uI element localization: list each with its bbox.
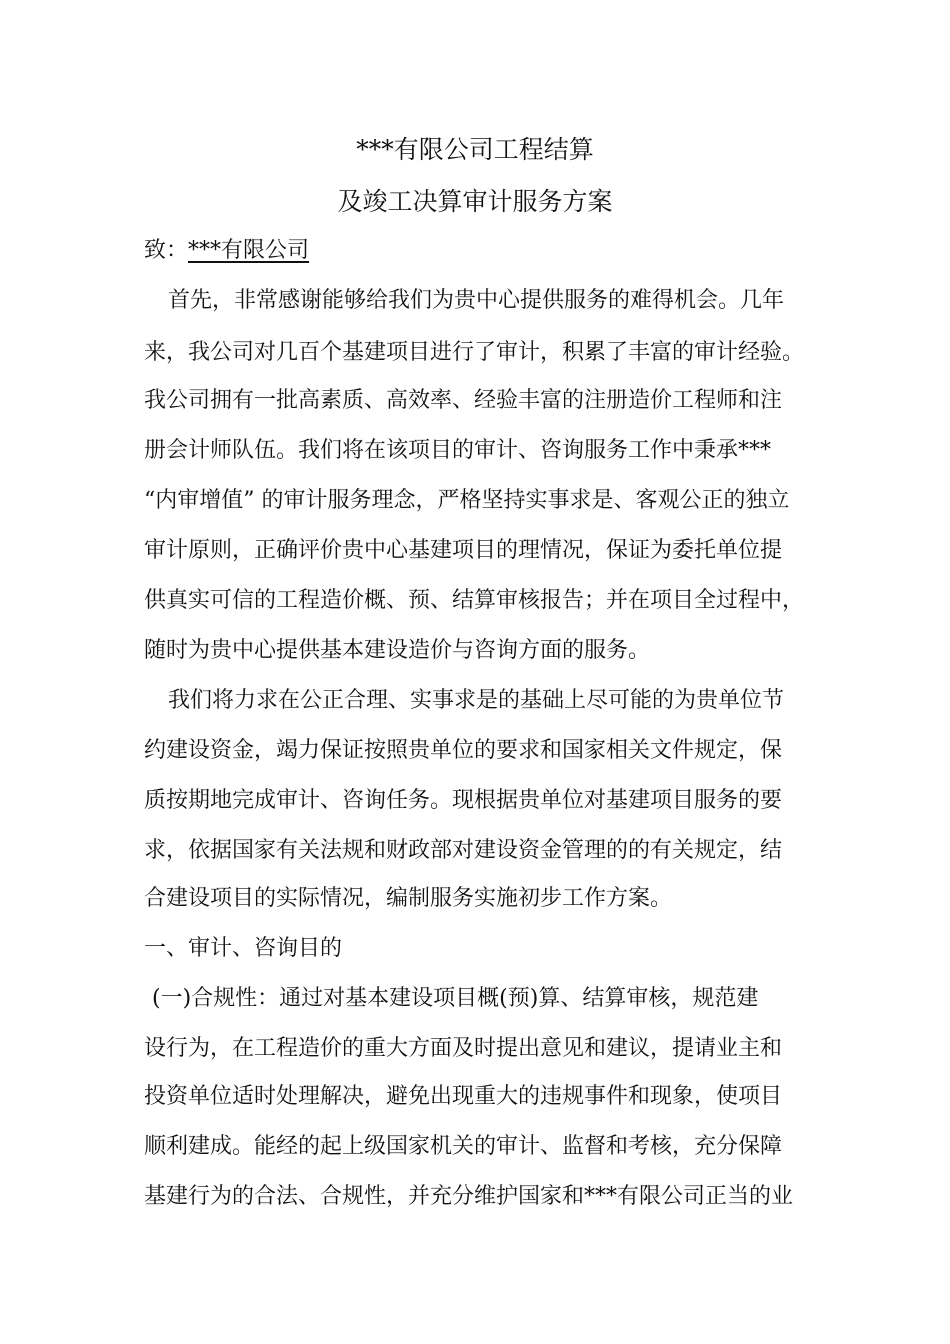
recipient-label: 致： [144,238,189,263]
recipient-name: ***有限公司 [188,238,310,263]
body-line: 约建设资金，竭力保证按照贵单位的要求和国家相关文件规定，保 [144,738,783,763]
body-line: 审计原则，正确评价贵中心基建项目的理情况，保证为委托单位提 [144,538,783,563]
document-title-line-2: 及竣工决算审计服务方案 [337,187,613,216]
section-heading: 一、审计、咨询目的 [144,936,343,961]
body-line: 合建设项目的实际情况，编制服务实施初步工作方案。 [144,886,673,911]
body-line: 投资单位适时处理解决，避免出现重大的违规事件和现象，使项目 [144,1084,783,1109]
body-line: 顺利建成。能经的起上级国家机关的审计、监督和考核，充分保障 [144,1134,783,1159]
body-line: 我们将力求在公正合理、实事求是的基础上尽可能的为贵单位节 [168,688,785,713]
body-line: 基建行为的合法、合规性，并充分维护国家和***有限公司正当的业 [144,1184,794,1209]
body-line: 我公司拥有一批高素质、高效率、经验丰富的注册造价工程师和注 [144,388,783,413]
body-line: 随时为贵中心提供基本建设造价与咨询方面的服务。 [144,638,651,663]
recipient-line [144,236,309,266]
body-line: 设行为，在工程造价的重大方面及时提出意见和建议，提请业主和 [144,1036,783,1061]
body-line: 册会计师队伍。我们将在该项目的审计、咨询服务工作中秉承*** [144,438,772,463]
document-title-line-1: ***有限公司工程结算 [356,135,594,164]
body-line: “内审增值” 的审计服务理念，严格坚持实事求是、客观公正的独立 [144,488,790,513]
body-line: 质按期地完成审计、咨询任务。现根据贵单位对基建项目服务的要 [144,788,783,813]
body-line: 首先，非常感谢能够给我们为贵中心提供服务的难得机会。几年 [168,288,785,313]
body-line: 求，依据国家有关法规和财政部对建设资金管理的的有关规定，结 [144,838,783,863]
body-line: 来，我公司对几百个基建项目进行了审计，积累了丰富的审计经验。 [144,340,805,365]
body-line: 供真实可信的工程造价概、预、结算审核报告；并在项目全过程中， [144,588,805,613]
body-line: (一)合规性：通过对基本建设项目概(预)算、结算审核，规范建 [152,986,759,1011]
